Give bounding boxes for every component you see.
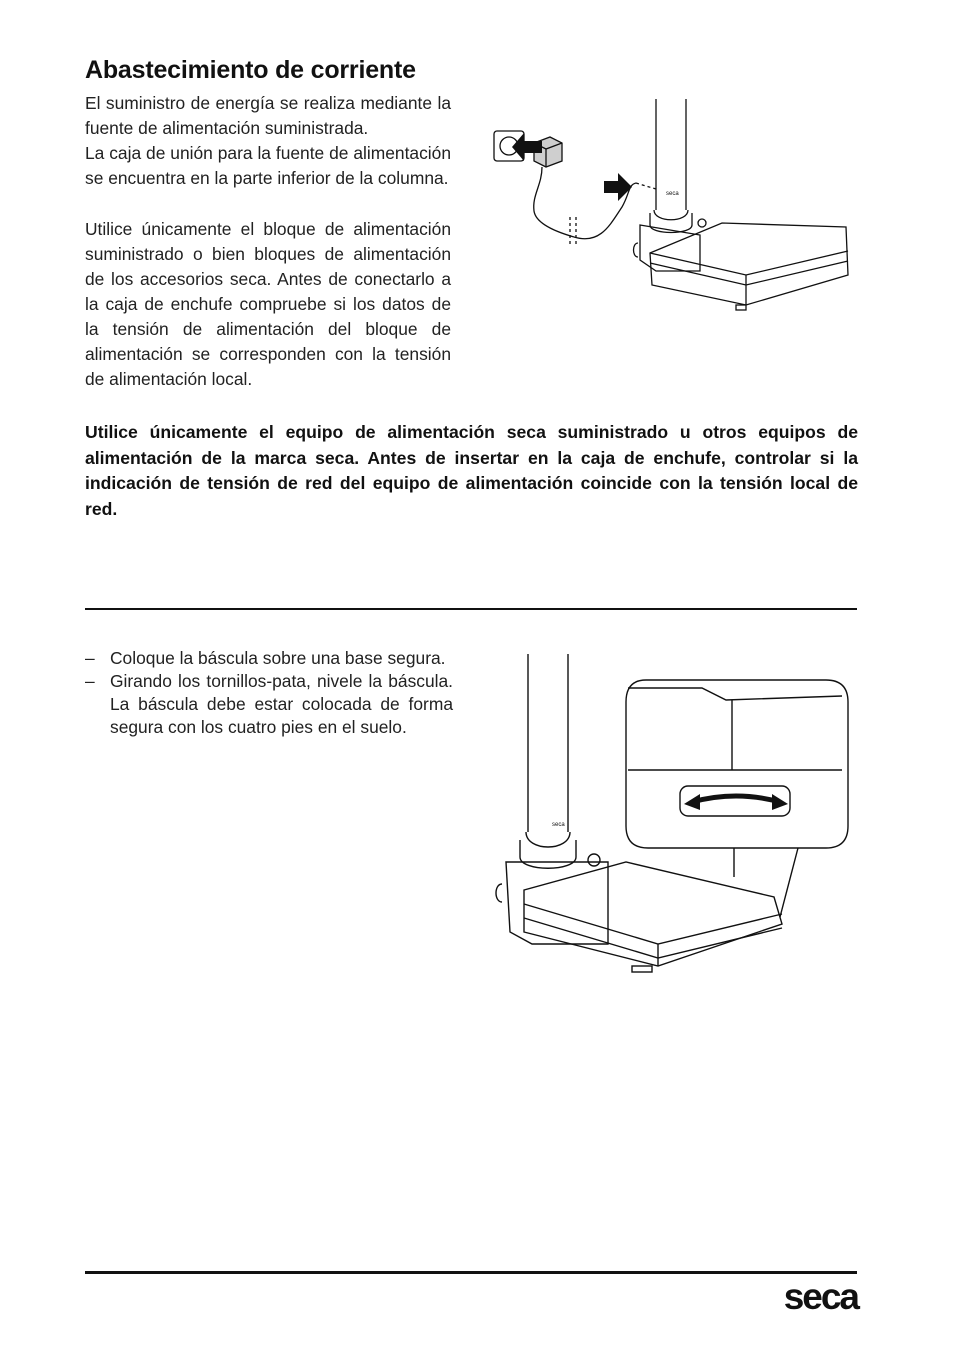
paragraph-junction-box: La caja de unión para la fuente de alimentación se encuentra en la parte inferior de la columna. bbox=[85, 143, 451, 188]
footer-rule bbox=[85, 1271, 857, 1274]
paragraph-use-supplied-adapter: Utilice únicamente el bloque de alimentación suministrado o bien bloques de alimentación de los accesorios seca. Antes de conectarlo a la caja de enchufe compruebe si los datos de la tensión de alimentación del bloque de alimentación se corresponden con la tensión de alimentación local. bbox=[85, 219, 451, 389]
column-brand-label: seca bbox=[666, 191, 679, 197]
figure-power-connection bbox=[490, 95, 860, 315]
step-text: Coloque la báscula sobre una base segura. bbox=[110, 648, 446, 668]
list-item: – Coloque la báscula sobre una base segura. bbox=[85, 648, 446, 668]
section-divider bbox=[85, 608, 857, 610]
column-brand-label: seca bbox=[552, 822, 565, 828]
warning-note: Utilice únicamente el equipo de alimentación seca suministrado u otros equipos de alimentación de la marca seca. Antes de insertar en la caja de enchufe, controlar si la indicación de tensión de red del equipo de alimentación coincide con la tensión local de red. bbox=[85, 422, 858, 519]
paragraph-power-supply: El suministro de energía se realiza mediante la fuente de alimentación suministrada. bbox=[85, 93, 451, 138]
step-text: Girando los tornillos-pata, nivele la báscula. La báscula debe estar colocada de forma segura con los cuatro pies en el suelo. bbox=[110, 671, 453, 737]
setup-steps-list bbox=[85, 647, 453, 739]
figure-scale-leveling bbox=[496, 652, 856, 982]
seca-logo: seca bbox=[783, 1276, 858, 1317]
section-heading-power: Abastecimiento de corriente bbox=[85, 56, 416, 84]
list-item: – Girando los tornillos-pata, nivele la báscula. La báscula debe estar colocada de forma segura con los cuatro pies en el suelo. bbox=[85, 671, 453, 737]
